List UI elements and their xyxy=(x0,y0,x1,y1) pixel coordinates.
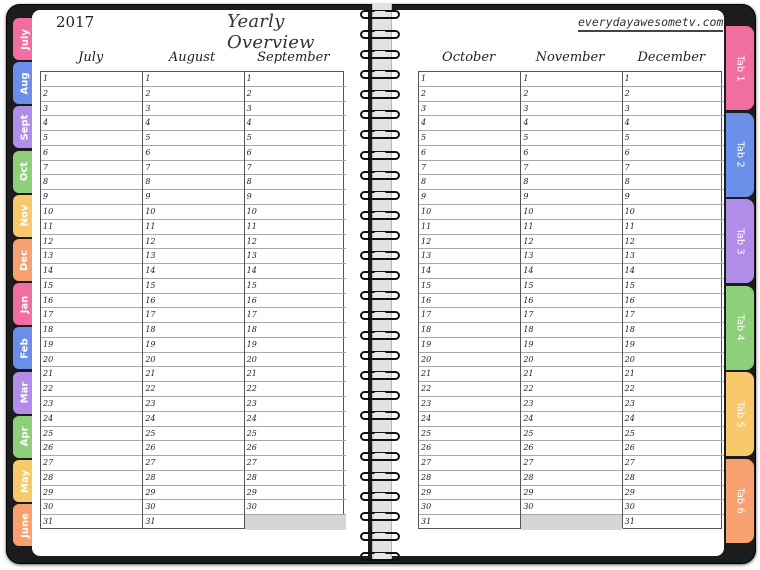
spiral-ring xyxy=(360,351,400,361)
tab-2[interactable] xyxy=(726,113,754,197)
day-cell[interactable]: 12 xyxy=(623,235,724,250)
day-cell[interactable]: 16 xyxy=(41,294,142,309)
ring-gap xyxy=(374,232,386,238)
ring-gap xyxy=(374,352,386,358)
day-cell[interactable]: 17 xyxy=(419,308,520,323)
day-cell[interactable]: 19 xyxy=(245,338,346,353)
day-cell[interactable]: 18 xyxy=(41,323,142,338)
day-cell[interactable]: 8 xyxy=(419,175,520,190)
day-cell[interactable]: 26 xyxy=(419,441,520,456)
tab-label: June xyxy=(19,512,31,538)
ring-gap xyxy=(374,31,386,37)
day-cell[interactable]: 10 xyxy=(41,205,142,220)
day-cell[interactable]: 19 xyxy=(41,338,142,353)
day-cell[interactable]: 10 xyxy=(521,205,622,220)
day-cell[interactable]: 13 xyxy=(245,249,346,264)
ring-gap xyxy=(374,192,386,198)
day-cell[interactable]: 24 xyxy=(419,412,520,427)
left-calendar-grid xyxy=(40,71,344,529)
day-cell[interactable]: 25 xyxy=(521,427,622,442)
spiral-ring xyxy=(360,391,400,401)
day-cell[interactable]: 30 xyxy=(245,500,346,515)
day-cell[interactable]: 25 xyxy=(245,427,346,442)
day-cell[interactable]: 11 xyxy=(521,220,622,235)
month-header-september: September xyxy=(257,50,330,65)
ring-gap xyxy=(374,553,386,559)
ring-gap xyxy=(374,372,386,378)
tab-label: Tab 1 xyxy=(734,54,746,82)
day-cell[interactable]: 30 xyxy=(419,500,520,515)
ring-gap xyxy=(374,412,386,418)
tab-label: Tab 3 xyxy=(734,227,746,255)
day-cell[interactable]: 2 xyxy=(245,87,346,102)
day-cell[interactable]: 5 xyxy=(623,131,724,146)
day-cell[interactable]: 20 xyxy=(521,353,622,368)
day-cell[interactable]: 23 xyxy=(245,397,346,412)
day-cell[interactable]: 13 xyxy=(143,249,244,264)
spiral-ring xyxy=(360,411,400,421)
day-cell[interactable]: 15 xyxy=(143,279,244,294)
spiral-ring xyxy=(360,492,400,502)
day-cell[interactable]: 24 xyxy=(521,412,622,427)
spiral-ring xyxy=(360,291,400,301)
day-cell[interactable]: 5 xyxy=(143,131,244,146)
day-cell[interactable]: 23 xyxy=(521,397,622,412)
day-cell[interactable]: 26 xyxy=(143,441,244,456)
day-cell[interactable]: 2 xyxy=(521,87,622,102)
ring-gap xyxy=(374,111,386,117)
day-cell[interactable]: 8 xyxy=(623,175,724,190)
day-cell[interactable]: 4 xyxy=(419,116,520,131)
day-cell[interactable]: 26 xyxy=(41,441,142,456)
spiral-ring xyxy=(360,552,400,562)
day-cell[interactable]: 19 xyxy=(419,338,520,353)
day-cell[interactable]: 11 xyxy=(245,220,346,235)
day-cell[interactable]: 13 xyxy=(419,249,520,264)
day-cell[interactable]: 15 xyxy=(419,279,520,294)
day-cell[interactable]: 11 xyxy=(143,220,244,235)
spiral-ring xyxy=(360,10,400,20)
day-cell[interactable]: 10 xyxy=(245,205,346,220)
day-cell[interactable]: 29 xyxy=(245,486,346,501)
day-cell[interactable]: 12 xyxy=(521,235,622,250)
day-cell[interactable]: 16 xyxy=(419,294,520,309)
year-label: 2017 xyxy=(56,13,95,31)
day-cell[interactable]: 14 xyxy=(419,264,520,279)
day-cell[interactable]: 11 xyxy=(623,220,724,235)
day-cell[interactable]: 6 xyxy=(623,146,724,161)
day-cell[interactable]: 29 xyxy=(143,486,244,501)
spiral-ring xyxy=(360,271,400,281)
day-cell[interactable]: 14 xyxy=(245,264,346,279)
day-cell[interactable]: 27 xyxy=(41,456,142,471)
ring-gap xyxy=(374,91,386,97)
ring-gap xyxy=(374,533,386,539)
tab-3[interactable] xyxy=(726,199,754,283)
ring-gap xyxy=(374,11,386,17)
tab-label: Oct xyxy=(19,161,31,182)
tab-label: Mar xyxy=(19,381,31,404)
day-cell[interactable]: 18 xyxy=(143,323,244,338)
day-cell[interactable]: 20 xyxy=(419,353,520,368)
day-cell[interactable]: 12 xyxy=(41,235,142,250)
month-column-august xyxy=(142,72,244,528)
day-cell[interactable]: 17 xyxy=(521,308,622,323)
day-cell[interactable]: 31 xyxy=(624,517,635,527)
day-cell[interactable]: 23 xyxy=(41,397,142,412)
day-cell[interactable]: 27 xyxy=(623,456,724,471)
day-cell[interactable]: 27 xyxy=(143,456,244,471)
spiral-ring xyxy=(360,171,400,181)
day-cell[interactable]: 14 xyxy=(521,264,622,279)
day-cell[interactable]: 7 xyxy=(521,161,622,176)
ring-gap xyxy=(374,131,386,137)
month-header-november: November xyxy=(535,50,605,65)
day-cell[interactable]: 27 xyxy=(521,456,622,471)
day-cell[interactable]: 14 xyxy=(143,264,244,279)
day-cell[interactable]: 5 xyxy=(41,131,142,146)
day-cell[interactable]: 10 xyxy=(419,205,520,220)
day-cell[interactable]: 7 xyxy=(623,161,724,176)
day-cell[interactable]: 16 xyxy=(521,294,622,309)
ring-gap xyxy=(374,292,386,298)
day-cell[interactable]: 24 xyxy=(143,412,244,427)
day-cell[interactable]: 24 xyxy=(623,412,724,427)
tab-6[interactable] xyxy=(726,459,754,543)
ring-gap xyxy=(374,453,386,459)
day-cell[interactable]: 29 xyxy=(623,486,724,501)
day-cell[interactable]: 18 xyxy=(419,323,520,338)
day-cell[interactable]: 13 xyxy=(521,249,622,264)
spiral-ring xyxy=(360,110,400,120)
day-cell[interactable]: 23 xyxy=(143,397,244,412)
ring-gap xyxy=(374,152,386,158)
day-cell[interactable]: 6 xyxy=(143,146,244,161)
day-cell[interactable]: 22 xyxy=(521,382,622,397)
day-cell[interactable]: 7 xyxy=(245,161,346,176)
day-cell[interactable]: 11 xyxy=(419,220,520,235)
day-cell[interactable]: 4 xyxy=(521,116,622,131)
day-cell[interactable]: 15 xyxy=(521,279,622,294)
empty-day-cell[interactable] xyxy=(245,515,346,530)
day-cell[interactable]: 9 xyxy=(623,190,724,205)
day-cell[interactable]: 23 xyxy=(623,397,724,412)
day-cell[interactable]: 1 xyxy=(521,72,622,87)
day-cell[interactable]: 29 xyxy=(521,486,622,501)
day-cell[interactable]: 22 xyxy=(41,382,142,397)
day-cell[interactable]: 28 xyxy=(521,471,622,486)
day-cell[interactable]: 2 xyxy=(623,87,724,102)
month-header-july: July xyxy=(78,50,104,65)
ring-gap xyxy=(374,332,386,338)
day-cell[interactable]: 27 xyxy=(419,456,520,471)
ring-gap xyxy=(374,513,386,519)
day-cell[interactable]: 2 xyxy=(41,87,142,102)
day-cell[interactable]: 20 xyxy=(245,353,346,368)
day-cell[interactable]: 7 xyxy=(143,161,244,176)
day-cell[interactable]: 30 xyxy=(521,500,622,515)
day-cell[interactable]: 6 xyxy=(419,146,520,161)
ring-gap xyxy=(374,212,386,218)
day-cell[interactable]: 11 xyxy=(41,220,142,235)
day-cell[interactable]: 28 xyxy=(143,471,244,486)
ring-gap xyxy=(374,312,386,318)
spiral-ring xyxy=(360,151,400,161)
tab-label: Tab 4 xyxy=(734,314,746,341)
tab-label: July xyxy=(19,28,31,50)
site-link[interactable]: everydayawesometv.com xyxy=(578,15,723,32)
day-cell[interactable]: 9 xyxy=(143,190,244,205)
month-header-december: December xyxy=(637,50,706,65)
day-cell[interactable]: 3 xyxy=(419,102,520,117)
day-cell[interactable]: 22 xyxy=(245,382,346,397)
right-page xyxy=(392,10,724,556)
day-cell[interactable]: 18 xyxy=(245,323,346,338)
day-cell[interactable]: 4 xyxy=(245,116,346,131)
day-cell[interactable]: 13 xyxy=(41,249,142,264)
day-cell[interactable]: 8 xyxy=(143,175,244,190)
day-cell[interactable]: 31 xyxy=(145,517,156,527)
day-cell[interactable]: 5 xyxy=(521,131,622,146)
day-cell[interactable]: 31 xyxy=(43,517,54,527)
day-cell[interactable]: 21 xyxy=(419,367,520,382)
day-cell[interactable]: 25 xyxy=(143,427,244,442)
day-cell[interactable]: 6 xyxy=(41,146,142,161)
day-cell[interactable]: 1 xyxy=(143,72,244,87)
day-cell[interactable]: 17 xyxy=(41,308,142,323)
spiral-ring xyxy=(360,512,400,522)
day-cell[interactable]: 19 xyxy=(143,338,244,353)
month-column-november xyxy=(520,72,622,528)
spiral-ring xyxy=(360,251,400,261)
day-cell[interactable]: 25 xyxy=(419,427,520,442)
day-cell[interactable]: 21 xyxy=(143,367,244,382)
day-cell[interactable]: 3 xyxy=(143,102,244,117)
ring-gap xyxy=(374,392,386,398)
day-cell[interactable]: 30 xyxy=(143,500,244,515)
day-cell[interactable]: 30 xyxy=(41,500,142,515)
right-calendar-grid xyxy=(418,71,722,529)
day-cell[interactable]: 29 xyxy=(419,486,520,501)
tab-label: Apr xyxy=(19,426,31,447)
tab-5[interactable] xyxy=(726,372,754,456)
day-cell[interactable]: 1 xyxy=(419,72,520,87)
tab-label: Jan xyxy=(19,295,31,313)
spiral-ring xyxy=(360,371,400,381)
day-cell[interactable]: 19 xyxy=(521,338,622,353)
day-cell[interactable]: 4 xyxy=(623,116,724,131)
day-cell[interactable]: 8 xyxy=(521,175,622,190)
tab-label: Nov xyxy=(19,204,31,227)
day-cell[interactable]: 19 xyxy=(623,338,724,353)
month-header-august: August xyxy=(168,50,216,65)
day-cell[interactable]: 2 xyxy=(143,87,244,102)
day-cell[interactable]: 28 xyxy=(41,471,142,486)
day-cell[interactable]: 7 xyxy=(419,161,520,176)
spiral-ring xyxy=(360,30,400,40)
day-cell[interactable]: 3 xyxy=(245,102,346,117)
day-cell[interactable]: 24 xyxy=(41,412,142,427)
day-cell[interactable]: 21 xyxy=(623,367,724,382)
spiral-ring xyxy=(360,231,400,241)
month-column-december xyxy=(622,72,724,528)
spiral-ring xyxy=(360,211,400,221)
day-cell[interactable]: 25 xyxy=(41,427,142,442)
day-cell[interactable]: 21 xyxy=(41,367,142,382)
day-cell[interactable]: 7 xyxy=(41,161,142,176)
ring-gap xyxy=(374,252,386,258)
month-header-october: October xyxy=(442,50,496,65)
spiral-ring xyxy=(360,432,400,442)
spiral-ring xyxy=(360,90,400,100)
day-cell[interactable]: 12 xyxy=(245,235,346,250)
day-cell[interactable]: 20 xyxy=(143,353,244,368)
month-column-july xyxy=(41,72,142,528)
day-cell[interactable]: 27 xyxy=(245,456,346,471)
day-cell[interactable]: 20 xyxy=(41,353,142,368)
day-cell[interactable]: 20 xyxy=(623,353,724,368)
day-cell[interactable]: 1 xyxy=(245,72,346,87)
day-cell[interactable]: 29 xyxy=(41,486,142,501)
day-cell[interactable]: 1 xyxy=(623,72,724,87)
day-cell[interactable]: 23 xyxy=(419,397,520,412)
day-cell[interactable]: 1 xyxy=(41,72,142,87)
day-cell[interactable]: 6 xyxy=(521,146,622,161)
day-cell[interactable]: 30 xyxy=(623,500,724,515)
day-cell[interactable]: 16 xyxy=(623,294,724,309)
ring-gap xyxy=(374,433,386,439)
day-cell[interactable]: 12 xyxy=(143,235,244,250)
day-cell[interactable]: 9 xyxy=(41,190,142,205)
day-cell[interactable]: 25 xyxy=(623,427,724,442)
tab-label: Tab 2 xyxy=(734,141,746,168)
spiral-ring xyxy=(360,472,400,482)
empty-day-cell[interactable] xyxy=(521,515,622,530)
day-cell[interactable]: 9 xyxy=(521,190,622,205)
day-cell[interactable]: 6 xyxy=(245,146,346,161)
day-cell[interactable]: 28 xyxy=(245,471,346,486)
day-cell[interactable]: 15 xyxy=(41,279,142,294)
day-cell[interactable]: 9 xyxy=(419,190,520,205)
day-cell[interactable]: 22 xyxy=(623,382,724,397)
ring-gap xyxy=(374,493,386,499)
tab-label: Aug xyxy=(19,72,31,95)
tab-label: Sept xyxy=(19,114,31,141)
day-cell[interactable]: 3 xyxy=(41,102,142,117)
ring-gap xyxy=(374,473,386,479)
day-cell[interactable]: 15 xyxy=(623,279,724,294)
day-cell[interactable]: 9 xyxy=(245,190,346,205)
day-cell[interactable]: 3 xyxy=(521,102,622,117)
day-cell[interactable]: 16 xyxy=(143,294,244,309)
day-cell[interactable]: 31 xyxy=(421,517,432,527)
day-cell[interactable]: 13 xyxy=(623,249,724,264)
tab-label: Tab 6 xyxy=(734,487,746,514)
spiral-ring xyxy=(360,70,400,80)
spiral-ring xyxy=(360,452,400,462)
day-cell[interactable]: 3 xyxy=(623,102,724,117)
day-cell[interactable]: 26 xyxy=(521,441,622,456)
day-cell[interactable]: 21 xyxy=(245,367,346,382)
ring-gap xyxy=(374,172,386,178)
day-cell[interactable]: 8 xyxy=(41,175,142,190)
day-cell[interactable]: 5 xyxy=(245,131,346,146)
day-cell[interactable]: 2 xyxy=(419,87,520,102)
day-cell[interactable]: 22 xyxy=(143,382,244,397)
day-cell[interactable]: 17 xyxy=(143,308,244,323)
tab-1[interactable] xyxy=(726,26,754,110)
day-cell[interactable]: 8 xyxy=(245,175,346,190)
day-cell[interactable]: 14 xyxy=(41,264,142,279)
day-cell[interactable]: 17 xyxy=(245,308,346,323)
day-cell[interactable]: 4 xyxy=(143,116,244,131)
month-column-october xyxy=(419,72,520,528)
ring-gap xyxy=(374,51,386,57)
day-cell[interactable]: 4 xyxy=(41,116,142,131)
spiral-ring xyxy=(360,130,400,140)
spiral-ring xyxy=(360,191,400,201)
day-cell[interactable]: 15 xyxy=(245,279,346,294)
day-cell[interactable]: 5 xyxy=(419,131,520,146)
ring-gap xyxy=(374,71,386,77)
day-cell[interactable]: 26 xyxy=(623,441,724,456)
day-cell[interactable]: 12 xyxy=(419,235,520,250)
spiral-ring xyxy=(360,331,400,341)
spiral-ring xyxy=(360,50,400,60)
day-cell[interactable]: 18 xyxy=(623,323,724,338)
spiral-ring xyxy=(360,311,400,321)
tab-label: Tab 5 xyxy=(734,400,746,428)
day-cell[interactable]: 21 xyxy=(521,367,622,382)
tab-label: Feb xyxy=(19,338,31,359)
page-title: Yearly Overview xyxy=(227,11,315,53)
tab-4[interactable] xyxy=(726,286,754,370)
ring-gap xyxy=(374,272,386,278)
day-cell[interactable]: 14 xyxy=(623,264,724,279)
day-cell[interactable]: 16 xyxy=(245,294,346,309)
spiral-ring xyxy=(360,532,400,542)
day-cell[interactable]: 24 xyxy=(245,412,346,427)
day-cell[interactable]: 26 xyxy=(245,441,346,456)
left-page xyxy=(32,10,368,556)
day-cell[interactable]: 10 xyxy=(623,205,724,220)
day-cell[interactable]: 17 xyxy=(623,308,724,323)
day-cell[interactable]: 10 xyxy=(143,205,244,220)
day-cell[interactable]: 28 xyxy=(419,471,520,486)
day-cell[interactable]: 22 xyxy=(419,382,520,397)
tab-label: May xyxy=(19,469,31,493)
day-cell[interactable]: 28 xyxy=(623,471,724,486)
day-cell[interactable]: 18 xyxy=(521,323,622,338)
tab-label: Dec xyxy=(19,249,31,271)
month-column-september xyxy=(244,72,346,528)
